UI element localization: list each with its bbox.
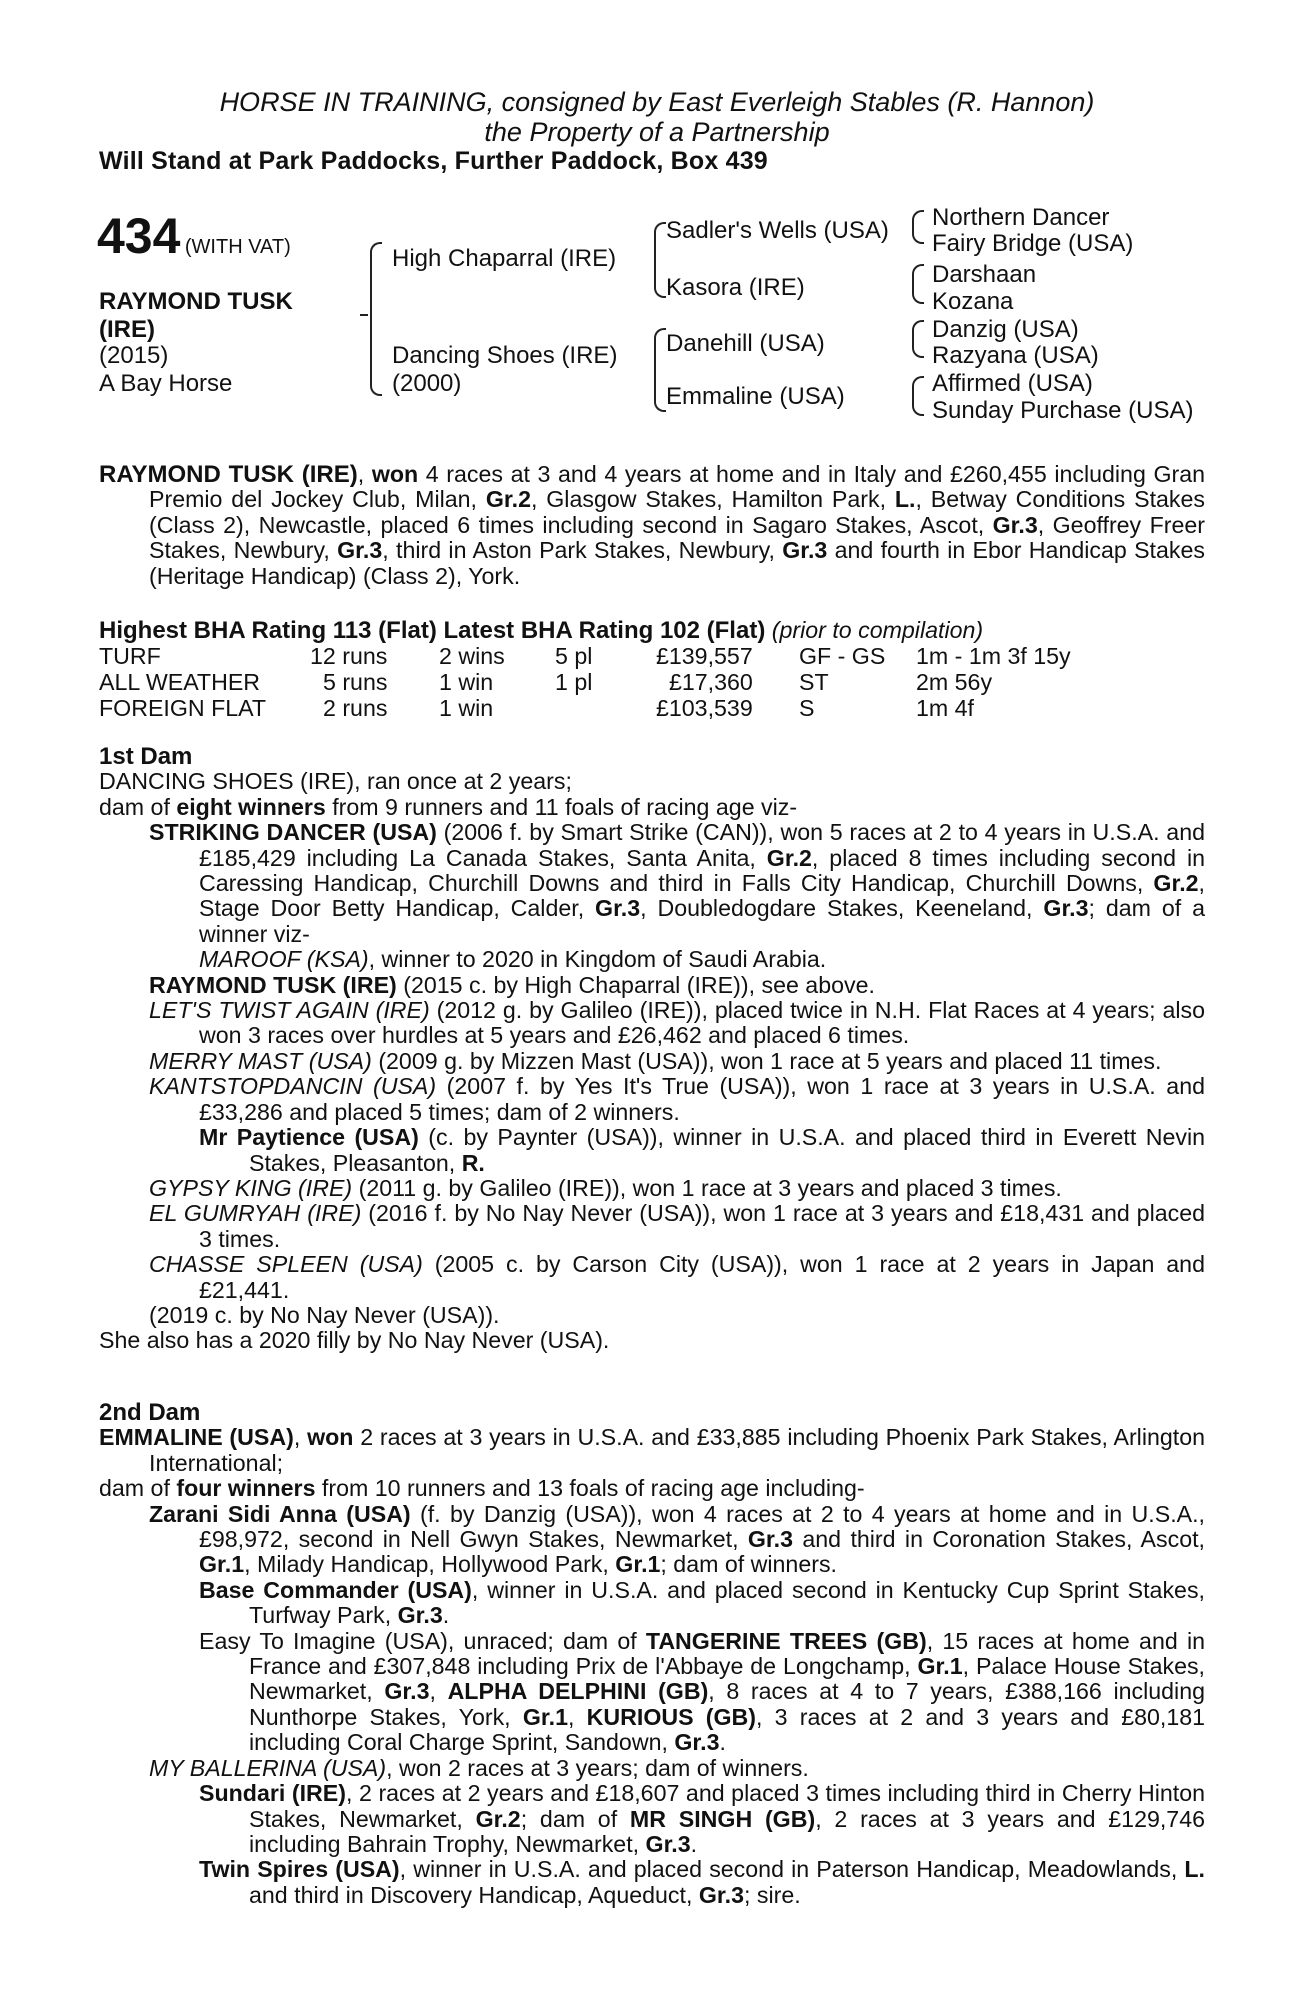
produce-text: ; dam of a winner viz- (199, 895, 1205, 947)
pedigree-brace-g4 (912, 376, 924, 416)
produce-base-commander (99, 1578, 1205, 1629)
first-dam-section (99, 744, 1205, 1354)
produce-text: (2016 f. by No Nay Never (USA)), won 1 race at 3 years and £18,431 and placed 3 times. (199, 1200, 1206, 1252)
ratings-prize: £139,557 (656, 643, 753, 669)
second-dam-section (99, 1400, 1205, 1908)
ratings-prize: £103,539 (656, 695, 753, 721)
ratings-wins: 2 wins (439, 643, 505, 669)
produce-kantstopdancin (99, 1074, 1205, 1125)
produce-text: Easy To Imagine (USA), unraced; dam of (199, 1627, 646, 1654)
produce-text: , 8 races at 4 to 7 years, £388,166 including Nunthorpe Stakes, York, (249, 1678, 1205, 1730)
pedigree-g4: Kozana (932, 288, 1014, 315)
grade-label: Gr.1 (917, 1653, 963, 1680)
produce-text: (2011 g. by Galileo (IRE)), won 1 race at 3 years and placed 3 times. (352, 1174, 1062, 1201)
produce-easy-to-imagine (99, 1629, 1205, 1756)
produce-text: , 2 races at 2 years and £18,607 and placed 3 times including third in Cherry Hinton Stakes, Newmarket, (249, 1780, 1205, 1832)
ratings-placed: 5 pl (555, 643, 593, 669)
produce-text: , winner in U.S.A. and placed second in Kentucky Cup Sprint Stakes, Turfway Park, (249, 1576, 1205, 1629)
grade-label: Gr.2 (475, 1805, 521, 1832)
produce-text: . (719, 1729, 726, 1756)
produce-name: Mr Paytience (USA) (199, 1124, 419, 1151)
produce-text: (2009 g. by Mizzen Mast (USA)), won 1 race at 5 years and placed 11 times. (371, 1047, 1162, 1074)
header-stand: Will Stand at Park Paddocks, Further Paddock, Box 439 (99, 147, 768, 175)
grade-label: Gr.2 (1153, 870, 1199, 897)
produce-name: Base Commander (USA) (199, 1576, 472, 1603)
ratings-heading: Highest BHA Rating 113 (Flat) Latest BHA Rating 102 (Flat) (99, 617, 766, 644)
produce-text: and third in Coronation Stakes, Ascot, (793, 1526, 1205, 1553)
ratings-heading-line (99, 617, 983, 644)
grade-label: R. (461, 1149, 485, 1176)
produce-merry-mast (99, 1049, 1205, 1074)
grade-label: Gr.1 (199, 1551, 245, 1578)
summary-text-5: , third in Aston Park Stakes, Newbury, (382, 537, 783, 564)
produce-zarani-sidi-anna (99, 1502, 1205, 1578)
produce-name: MERRY MAST (USA) (149, 1047, 372, 1074)
produce-text: (2015 c. by High Chaparral (IRE)), see above. (396, 971, 875, 998)
produce-name: GYPSY KING (IRE) (149, 1174, 353, 1201)
pedigree-brace-point (360, 314, 368, 316)
produce-my-ballerina (99, 1756, 1205, 1781)
second-dam-name: EMMALINE (USA) (99, 1424, 294, 1451)
first-dam-produce-suffix: from 9 runners and 11 foals of racing age viz- (325, 793, 798, 820)
produce-text: , 2 races at 3 years and £129,746 including Bahrain Trophy, Newmarket, (249, 1805, 1205, 1857)
produce-name: Sundari (IRE) (199, 1780, 346, 1807)
ratings-runs: 5 runs (323, 669, 388, 695)
pedigree-dam-sire: Danehill (USA) (666, 330, 825, 357)
summary-text-1: 4 races at 3 and 4 years at home and in Italy and £260,455 including Gran Premio del Jockey Club, Milan, (149, 461, 1205, 513)
lot-number-line (97, 208, 291, 264)
pedigree-brace-g2 (912, 264, 924, 304)
produce-name: STRIKING DANCER (USA) (149, 819, 437, 846)
grade-label: Gr.3 (674, 1729, 720, 1756)
produce-maroof (149, 947, 1205, 972)
produce-text: ; sire. (743, 1881, 801, 1908)
pedigree-sire-sire: Sadler's Wells (USA) (666, 217, 889, 244)
summary-text-6: and fourth in Ebor Handicap Stakes (Heritage Handicap) (Class 2), York. (149, 537, 1205, 589)
ratings-wins: 1 win (439, 695, 494, 721)
second-dam-winners-count: four winners (176, 1475, 316, 1502)
produce-name: EL GUMRYAH (IRE) (149, 1200, 362, 1227)
produce-text: (2006 f. by Smart Strike (CAN)), won 5 races at 2 to 4 years in U.S.A. and £185,429 including La Canada Stakes, Santa Anita, (199, 819, 1205, 871)
first-dam-also: She also has a 2020 filly by No Nay Never (USA). (99, 1327, 610, 1354)
grade-label: Gr.3 (595, 895, 641, 922)
pedigree-g5: Danzig (USA) (932, 316, 1079, 343)
header-consignor: HORSE IN TRAINING, consigned by East Everleigh Stables (R. Hannon) (219, 87, 1095, 117)
ratings-going: S (799, 695, 815, 721)
produce-text: . (690, 1830, 698, 1857)
ratings-surface: TURF (99, 643, 161, 669)
second-dam-produce-suffix: from 10 runners and 13 foals of racing age including- (315, 1475, 865, 1502)
second-dam-heading: 2nd Dam (99, 1399, 201, 1426)
second-dam-text: 2 races at 3 years in U.S.A. and £33,885 including Phoenix Park Stakes, Arlington International; (149, 1424, 1205, 1476)
ratings-runs: 2 runs (323, 695, 388, 721)
summary-horse-name: RAYMOND TUSK (IRE) (99, 461, 358, 488)
produce-text: , 15 races at home and in France and £307,848 including Prix de l'Abbaye de Longchamp, (249, 1627, 1206, 1680)
produce-sundari (99, 1781, 1205, 1857)
produce-text: (2012 g. by Galileo (IRE)), placed twice in N.H. Flat Races at 4 years; also won 3 races over hurdles at 5 years and £26,462 and placed 6 times. (199, 997, 1205, 1049)
produce-name: MR SINGH (GB) (629, 1805, 816, 1832)
second-dam-produce-prefix: dam of (99, 1475, 177, 1502)
pedigree-sire: High Chaparral (IRE) (392, 245, 617, 272)
produce-name: MAROOF (KSA) (199, 946, 369, 973)
summary-won: won (371, 461, 419, 487)
produce-gypsy-king (99, 1176, 1205, 1201)
produce-text: , placed 8 times including second in Caressing Handicap, Churchill Downs and third in Falls City Handicap, Churchill Downs, (199, 844, 1205, 897)
summary-listed: L. (894, 486, 916, 513)
second-dam-sep: , (293, 1424, 308, 1451)
produce-text: , Palace House Stakes, Newmarket, (249, 1653, 1205, 1705)
produce-text: , 3 races at 2 and 3 years and £80,181 including Coral Charge Sprint, Sandown, (249, 1703, 1206, 1756)
first-dam-winners-count: eight winners (176, 793, 326, 820)
produce-text: , (429, 1678, 448, 1705)
produce-name: KANTSTOPDANCIN (USA) (149, 1073, 437, 1100)
grade-label: Gr.3 (384, 1678, 430, 1705)
lot-description: A Bay Horse (99, 370, 233, 397)
grade-label: Gr.1 (615, 1551, 661, 1578)
grade-label: Gr.3 (397, 1602, 443, 1629)
ratings-distance: 1m - 1m 3f 15y (916, 643, 1071, 669)
produce-text: ; dam of (520, 1805, 630, 1832)
grade-label: Gr.3 (1043, 895, 1089, 922)
grade-label: Gr.2 (766, 844, 812, 871)
first-dam-produce-prefix: dam of (99, 793, 177, 820)
produce-name: ALPHA DELPHINI (GB) (447, 1678, 709, 1705)
produce-text: , Milady Handicap, Hollywood Park, (244, 1551, 616, 1578)
produce-name: CHASSE SPLEEN (USA) (149, 1251, 423, 1278)
produce-mr-paytience (99, 1125, 1205, 1176)
produce-name: KURIOUS (GB) (586, 1703, 757, 1730)
first-dam-line-1: DANCING SHOES (IRE), ran once at 2 years; (99, 768, 572, 795)
ratings-surface: FOREIGN FLAT (99, 695, 267, 721)
header-property: the Property of a Partnership (484, 117, 830, 147)
produce-text: . (442, 1602, 450, 1629)
ratings-wins: 1 win (439, 669, 494, 695)
ratings-placed: 1 pl (555, 669, 593, 695)
produce-lets-twist-again (99, 998, 1205, 1049)
produce-raymond-tusk (99, 973, 1205, 998)
produce-2019-colt (99, 1303, 1205, 1328)
pedigree-sire-dam: Kasora (IRE) (666, 274, 805, 301)
summary-text-3: , Betway Conditions Stakes (Class 2), Newcastle, placed 6 times including second in Sagaro Stakes, Ascot, (149, 486, 1205, 538)
produce-text: (2005 c. by Carson City (USA)), won 1 race at 2 years in Japan and £21,441. (199, 1251, 1205, 1303)
ratings-prize: £17,360 (669, 669, 753, 695)
produce-name: TANGERINE TREES (GB) (645, 1627, 927, 1654)
pedigree-g7: Affirmed (USA) (932, 370, 1093, 397)
produce-text: (f. by Danzig (USA)), won 4 races at 2 to 4 years at home and in U.S.A., £98,972, second in Nell Gwyn Stakes, Newmarket, (199, 1500, 1206, 1553)
pedigree-brace-g1 (912, 210, 924, 244)
ratings-going: ST (799, 669, 829, 695)
pedigree-dam: Dancing Shoes (IRE) (392, 342, 618, 369)
lot-number: 434 (97, 208, 181, 264)
pedigree-g1: Northern Dancer (932, 204, 1110, 231)
ratings-runs: 12 runs (310, 643, 388, 669)
ratings-note: (prior to compilation) (771, 617, 984, 643)
pedigree-g3: Darshaan (932, 261, 1037, 288)
ratings-distance: 1m 4f (916, 695, 974, 721)
produce-text: (2007 f. by Yes It's True (USA)), won 1 race at 3 years in U.S.A. and £33,286 and placed 5 times; dam of 2 winners. (199, 1073, 1205, 1125)
summary-gr2: Gr.2 (485, 486, 531, 513)
produce-name: LET'S TWIST AGAIN (IRE) (149, 997, 430, 1024)
pedigree-brace-g3 (912, 320, 924, 358)
pedigree-brace-dam (654, 328, 666, 412)
ratings-going: GF - GS (799, 643, 886, 669)
produce-text: , (567, 1703, 587, 1730)
lot-year: (2015) (99, 342, 169, 369)
pedigree-g2: Fairy Bridge (USA) (932, 230, 1134, 257)
produce-name: MY BALLERINA (USA) (149, 1754, 387, 1781)
lot-name: RAYMOND TUSK (99, 288, 293, 315)
produce-text: , Stage Door Betty Handicap, Calder, (199, 870, 1205, 922)
summary-gr3-a: Gr.3 (992, 511, 1038, 538)
pedigree-dam-year: (2000) (392, 370, 462, 397)
produce-text: , winner to 2020 in Kingdom of Saudi Arabia. (368, 946, 827, 973)
race-record-summary (99, 462, 1205, 589)
produce-text: , winner in U.S.A. and placed second in Paterson Handicap, Meadowlands, (399, 1856, 1185, 1883)
summary-gr3-b: Gr.3 (337, 537, 383, 564)
produce-name: RAYMOND TUSK (IRE) (149, 971, 397, 998)
summary-sep: , (357, 461, 372, 487)
grade-label: Gr.3 (645, 1830, 691, 1857)
pedigree-g6: Razyana (USA) (932, 342, 1099, 369)
grade-label: Gr.3 (747, 1526, 794, 1553)
produce-text: (2019 c. by No Nay Never (USA)). (149, 1301, 500, 1328)
second-dam-won: won (307, 1424, 354, 1451)
produce-text: , Doubledogdare Stakes, Keeneland, (640, 895, 1044, 922)
produce-striking-dancer (99, 820, 1205, 947)
produce-el-gumryah (99, 1201, 1205, 1252)
produce-text: and third in Discovery Handicap, Aqueduct, (249, 1881, 699, 1908)
pedigree-g8: Sunday Purchase (USA) (932, 397, 1194, 424)
ratings-surface: ALL WEATHER (99, 669, 261, 695)
summary-gr3-c: Gr.3 (782, 537, 828, 564)
produce-name: Zarani Sidi Anna (USA) (149, 1500, 411, 1527)
summary-text-2: , Glasgow Stakes, Hamilton Park, (530, 486, 895, 513)
produce-name: Twin Spires (USA) (199, 1856, 400, 1883)
pedigree-dam-dam: Emmaline (USA) (666, 383, 845, 410)
pedigree-brace-sire (654, 222, 666, 298)
produce-text: , won 2 races at 3 years; dam of winners. (386, 1754, 809, 1781)
produce-chasse-spleen (99, 1252, 1205, 1303)
grade-label: Gr.3 (698, 1881, 744, 1908)
first-dam-heading: 1st Dam (99, 743, 193, 770)
grade-label: Gr.1 (522, 1703, 568, 1730)
produce-text: (c. by Paynter (USA)), winner in U.S.A. and placed third in Everett Nevin Stakes, Pleasanton, (249, 1124, 1205, 1176)
grade-label: L. (1184, 1856, 1205, 1883)
lot-vat: (WITH VAT) (184, 236, 291, 258)
produce-text: ; dam of winners. (660, 1551, 837, 1578)
lot-name-country: (IRE) (99, 316, 155, 343)
summary-text-4: , Geoffrey Freer Stakes, Newbury, (149, 511, 1205, 564)
ratings-distance: 2m 56y (916, 669, 993, 695)
produce-twin-spires (99, 1857, 1205, 1908)
pedigree-brace-main (370, 242, 382, 396)
